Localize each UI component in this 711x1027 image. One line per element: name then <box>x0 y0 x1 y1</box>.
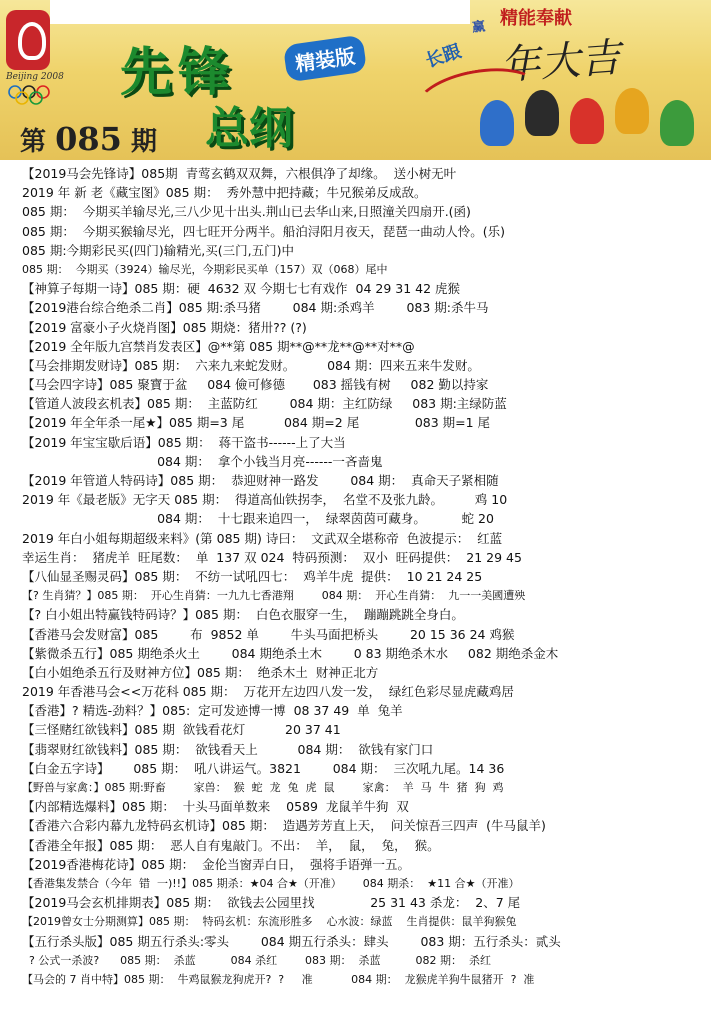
text-line: 【2019 全年版九宫禁肖发表区】@**第 085 期**@**龙**@**对**@ <box>22 338 415 354</box>
text-line: 084 期： 拿个小钱当月亮------一吝啬鬼 <box>22 453 383 469</box>
mascot-black <box>525 90 559 136</box>
text-line: 【白小姐绝杀五行及财神方位】085 期： 绝杀木土 财神正北方 <box>22 664 379 680</box>
text-line: 【2019马会先锋诗】085期 青莺玄鹤双双舞，六根俱净了却缘。 送小树无叶 <box>22 166 457 181</box>
text-line: ? 公式一杀波? 085 期： 杀蓝 084 杀红 083 期： 杀蓝 082 期： 杀红 <box>22 953 491 967</box>
text-line: 【2019 年管道人特码诗】085 期： 恭迎财神一路发 084 期： 真命天子紧相随 <box>22 473 499 488</box>
text-line: 【? 白小姐出特赢钱特码诗？】085 期： 白色衣服穿一生， 蹦蹦跳跳全身白。 <box>22 607 464 623</box>
text-line: 085 期： 今期买（3924）输尽光，今期彩民买单（157）双（068）尾中 <box>22 262 388 276</box>
text-line: 【马会排期发财诗】085 期： 六来九来蛇发财。 084 期：四来五来牛发财。 <box>22 357 480 373</box>
text-line: 【五行杀头版】085 期五行杀头:零头 084 期五行杀头：肆头 083 期：五行杀头：贰头 <box>22 933 561 949</box>
text-line: 2019 年 新 老《藏宝图》085 期： 秀外慧中把持藏；牛兄猴弟反成敌。 <box>22 185 427 201</box>
text-line: 【? 生肖猜？】085 期： 开心生肖猜：一九九七香港翔 084 期： 开心生肖猜： 九一一美國遭殃 <box>22 589 526 603</box>
mascot-red <box>570 98 604 144</box>
text-line: 【马会的 7 肖中特】085 期： 牛鸡鼠猴龙狗虎开? ? 准 084 期： 龙猴虎羊狗牛鼠猪开 ? 准 <box>22 972 535 986</box>
header-banner <box>0 0 711 160</box>
text-line: 【紫微杀五行】085 期绝杀火土 084 期绝杀土木 0 83 期绝杀木水 082 期绝杀金木 <box>22 645 559 661</box>
text-line: 2019 年《最老版》无字天 085 期： 得道高仙铁拐李， 名堂不及张九龄。 鸡 10 <box>22 492 508 508</box>
text-line: 【神算子每期一诗】085 期：硬 4632 双 今期七七有戏作 04 29 31 42 虎猴 <box>22 281 461 297</box>
text-line: 【管道人波段玄机表】085 期： 主蓝防红 084 期：主红防绿 083 期:主绿防蓝 <box>22 396 507 412</box>
text-line: 【野兽与家禽：】085 期:野畜 家兽： 猴 蛇 龙 兔 虎 鼠 家禽： 羊 马 牛 猪 狗 鸡 <box>22 781 504 794</box>
text-line: 085 期： 今期买羊输尽光,三八少见十出头.荆山已去华山来,日照潼关四扇开.(函) <box>22 204 471 220</box>
banner-slogan: 精能奉献 <box>500 8 572 29</box>
banner-title-main: 先锋 <box>120 42 237 103</box>
beijing-emblem-text: Beijing 2008 <box>6 72 64 82</box>
text-line: 【2019香港梅花诗】085 期： 金伦当窗弄白日， 强将手语弹一五。 <box>22 856 411 872</box>
text-line: 【香港六合彩内幕九龙特码玄机诗】085 期： 造遇芳芳直上天， 问关惊吾三四声 (牛马鼠羊) <box>22 818 546 834</box>
text-line: 【内部精选爆料】085 期： 十头马面单数来 0589 龙鼠羊牛狗 双 <box>22 799 409 815</box>
text-line: 【三怪赌红欲钱料】085 期 欲钱看花灯 20 37 41 <box>22 722 341 738</box>
text-line: 【马会四字诗】085 聚寶于盆 084 儉可修德 083 摇钱有树 082 勤以持家 <box>22 377 489 393</box>
period-suffix: 期 <box>130 127 157 157</box>
mascot-blue <box>480 100 514 146</box>
text-line: 085 期： 今期买猴输尽光，四七旺开分两半。船泊浔阳月夜天，琵琶一曲动人怜。(乐) <box>22 223 506 239</box>
banner-changgen-label: 长跟 <box>423 40 464 72</box>
period-number: 085 <box>55 120 122 158</box>
banner-blank-strip <box>50 0 470 24</box>
text-line: 【香港全年报】085 期： 恶人自有鬼敲门。不出： 羊， 鼠， 兔， 猴。 <box>22 837 440 853</box>
banner-calligraphy: 年大吉 <box>498 34 622 90</box>
banner-edition-stamp: 精装版 <box>283 35 367 83</box>
text-line: 【2019 富豪小子火烧肖图】085 期烧：猪卅?? (?) <box>22 319 307 335</box>
text-line: 【八仙显圣赐灵码】085 期： 不纺一试吼四七： 鸡羊牛虎 提供： 10 21 24 25 <box>22 568 483 584</box>
text-line: 【白金五字诗】 085 期： 吼八讲运气。3821 084 期： 三次吼九尾。14 36 <box>22 760 505 776</box>
text-line: 085 期:今期彩民买(四门)输精光,买(三门,五门)中 <box>22 242 294 258</box>
text-line: 【香港集发禁合（今年 错 一)!!】085 期杀：★04 合★（开准） 084 期杀： ★11 合★（开准） <box>22 876 520 890</box>
mascot-yellow <box>615 88 649 134</box>
banner-slogan-prefix: 赢 <box>471 19 486 36</box>
olympic-rings-icon <box>6 84 66 106</box>
text-line: 2019 年香港马会<<万花科 085 期： 万花开左边四八发一发， 绿红色彩尽显虎藏鸡居 <box>22 684 514 700</box>
issue-period <box>20 120 157 158</box>
period-prefix: 第 <box>20 127 47 157</box>
text-line: 【2019港台综合绝杀二肖】085 期:杀马猪 084 期:杀鸡羊 083 期:杀牛马 <box>22 300 489 316</box>
text-line: 【翡翠财红欲钱料】085 期： 欲钱看天上 084 期： 欲钱有家门口 <box>22 741 434 757</box>
prediction-list <box>22 164 708 989</box>
mascot-green <box>660 100 694 146</box>
banner-title-sub: 总纲 <box>205 103 293 154</box>
text-line: 【香港马会发财富】085 布 9852 单 牛头马面把桥头 20 15 36 24 鸡猴 <box>22 626 515 642</box>
text-line: 084 期： 十七跟来追四一， 绿翠茵茵可藏身。 蛇 20 <box>22 511 494 527</box>
text-line: 【香港】? 精选-劲料？】085: 定可发迹博一博 08 37 49 单 兔羊 <box>22 703 403 719</box>
text-line: 2019 年白小姐每期超级来料》(第 085 期) 诗曰： 文武双全堪称帝 色波提示： 红蓝 <box>22 530 503 546</box>
text-line: 【2019马会玄机排期表】085 期： 欲钱去公园里找 25 31 43 杀龙： 2、7 尾 <box>22 895 521 911</box>
text-line: 幸运生肖： 猪虎羊 旺尾数： 单 137 双 024 特码预测： 双小 旺码提供： 21 29 45 <box>22 549 522 565</box>
text-line: 【2019曾女士分期测算】085 期： 特码玄机：东流形胜多 心水波：绿蓝 生肖提供：鼠羊狗猴兔 <box>22 915 517 929</box>
text-line: 【2019 年全年杀一尾★】085 期=3 尾 084 期=2 尾 083 期=1 尾 <box>22 415 491 431</box>
beijing-olympics-emblem <box>6 10 50 70</box>
text-line: 【2019 年宝宝歇后语】085 期： 蒋干盗书------上了大当 <box>22 434 346 450</box>
mascot-group <box>470 80 700 160</box>
